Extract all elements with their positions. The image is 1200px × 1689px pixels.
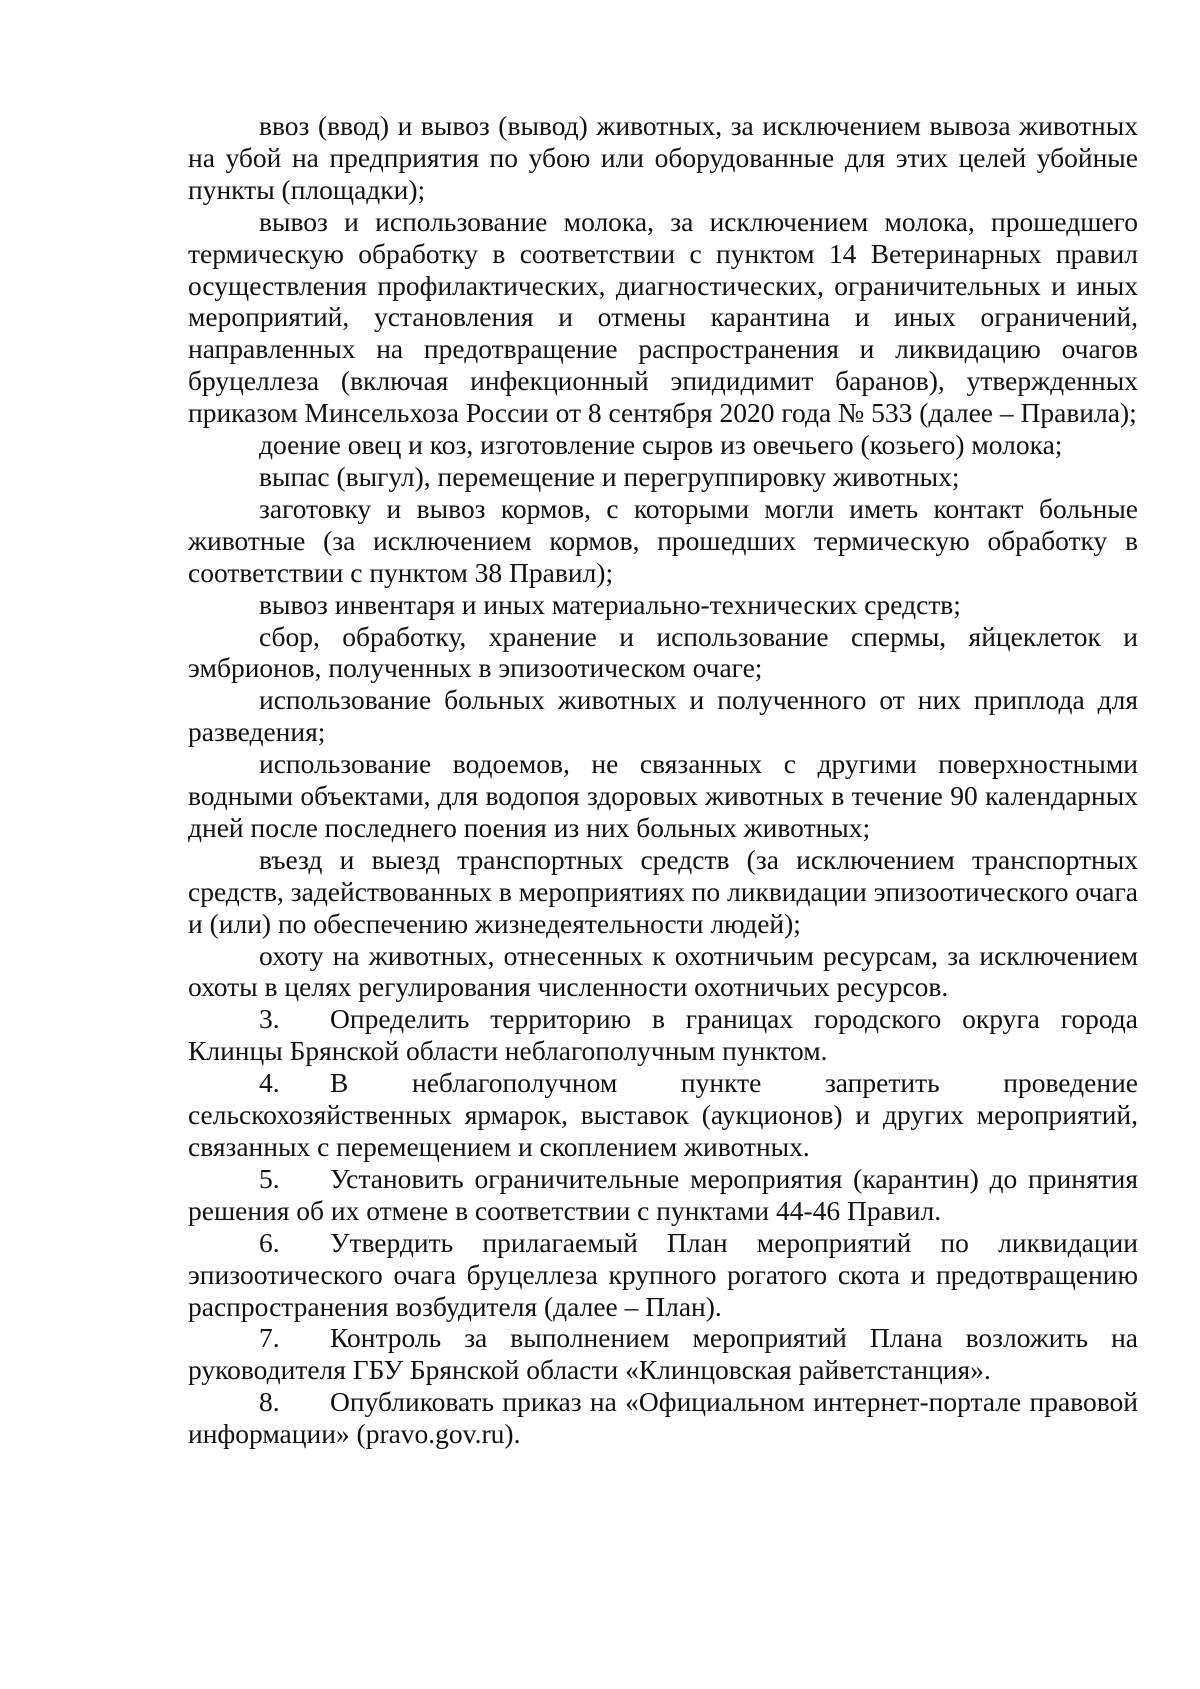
paragraph-water-ban: использование водоемов, не связанных с другими поверхностными водными объектами, для водопоя здоровых животных в течение 90 календарных дней после последнего поения из них больных животных; — [188, 748, 1138, 843]
item-text: В неблагополучном пункте запретить проведение сельскохозяйственных ярмарок, выставок (аукционов) и других мероприятий, связанных с перемещением и скоплением животных. — [188, 1067, 1138, 1162]
paragraph-breeding-ban: использование больных животных и полученного от них приплода для разведения; — [188, 684, 1138, 748]
item-text: Контроль за выполнением мероприятий Плана возложить на руководителя ГБУ Брянской области «Клинцовская райветстанция». — [188, 1322, 1138, 1386]
numbered-item-6 — [188, 1227, 1138, 1323]
item-text: Опубликовать приказ на «Официальном интернет-портале правовой информации» (pravo.gov.ru). — [188, 1386, 1138, 1450]
numbered-item-8 — [188, 1386, 1138, 1450]
item-number: 8. — [259, 1386, 280, 1418]
item-text: Установить ограничительные мероприятия (карантин) до принятия решения об их отмене в соответствии с пунктами 44-46 Правил. — [188, 1162, 1138, 1226]
document-body — [188, 110, 1138, 1450]
numbered-item-4 — [188, 1067, 1138, 1163]
paragraph-feed-ban: заготовку и вывоз кормов, с которыми могли иметь контакт больные животные (за исключением кормов, прошедших термическую обработку в соответствии с пунктом 38 Правил); — [188, 492, 1138, 588]
item-number: 3. — [259, 1003, 280, 1035]
item-number: 6. — [259, 1226, 280, 1258]
item-number: 7. — [259, 1322, 280, 1354]
item-text: Определить территорию в границах городского округа города Клинцы Брянской области неблагополучным пунктом. — [188, 1003, 1138, 1067]
paragraph-transport-ban: въезд и выезд транспортных средств (за исключением транспортных средств, задействованных в мероприятиях по ликвидации эпизоотического очага и (или) по обеспечению жизнедеятельности людей); — [188, 843, 1138, 939]
paragraph-inventory-ban: вывоз инвентаря и иных материально-технических средств; — [259, 588, 961, 620]
numbered-item-5 — [188, 1163, 1138, 1227]
paragraph-milking-ban: доение овец и коз, изготовление сыров из овечьего (козьего) молока; — [259, 429, 1063, 461]
item-text: Утвердить прилагаемый План мероприятий по ликвидации эпизоотического очага бруцеллеза крупного рогатого скота и предотвращению распространения возбудителя (далее – План). — [188, 1226, 1138, 1322]
paragraph-import-export-ban: ввоз (ввод) и вывоз (вывод) животных, за исключением вывоза животных на убой на предприятия по убою или оборудованные для этих целей убойные пункты (площадки); — [188, 110, 1138, 205]
paragraph-hunting-ban: охоту на животных, отнесенных к охотничьим ресурсам, за исключением охоты в целях регулирования численности охотничьих ресурсов. — [188, 939, 1138, 1003]
numbered-item-3 — [188, 1003, 1138, 1067]
paragraph-grazing-ban: выпас (выгул), перемещение и перегруппировку животных; — [259, 460, 960, 492]
item-number: 5. — [259, 1162, 280, 1194]
item-number: 4. — [259, 1067, 280, 1099]
paragraph-sperm-ban: сбор, обработку, хранение и использование спермы, яйцеклеток и эмбрионов, полученных в эпизоотическом очаге; — [188, 620, 1138, 684]
paragraph-milk-ban: вывоз и использование молока, за исключением молока, прошедшего термическую обработку в соответствии с пунктом 14 Ветеринарных правил осуществления профилактических, диагностических, ограничительных и иных мероприятий, установления и отмены карантина и иных ограничений, направленных на предотвращение распространения и ликвидацию очагов бруцеллеза (включая инфекционный эпидидимит баранов), утвержденных приказом Минсельхоза России от 8 сентября 2020 года № 533 (далее – Правила); — [188, 205, 1138, 429]
numbered-item-7 — [188, 1322, 1138, 1386]
